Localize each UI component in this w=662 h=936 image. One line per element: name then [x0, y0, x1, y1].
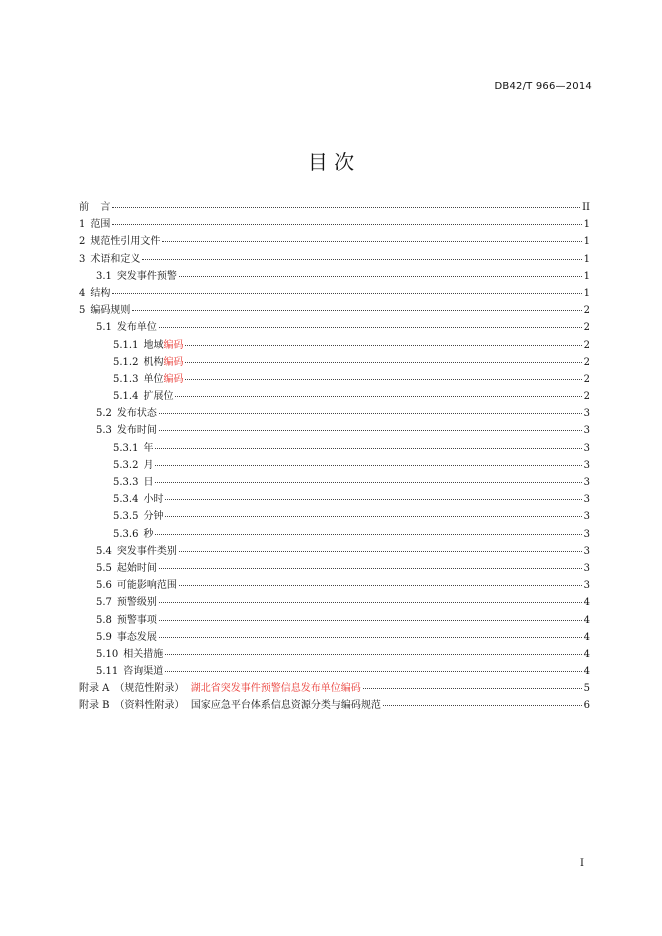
toc-entry-number: 前 — [79, 202, 89, 213]
toc-page-number: 1 — [583, 287, 590, 299]
toc-entry-number: 4 — [79, 287, 86, 299]
toc-entry-title: 相关措施 — [123, 648, 164, 660]
toc-entry[interactable] — [79, 319, 590, 336]
toc-entry-number: 5.3.5 — [113, 511, 139, 523]
toc-entry[interactable] — [79, 629, 590, 646]
toc-entry-title: 单位 — [143, 373, 164, 385]
toc-entry-title: 分钟 — [143, 511, 164, 523]
toc-entry[interactable] — [79, 680, 590, 697]
toc-entry[interactable] — [79, 508, 590, 525]
toc-entry[interactable] — [79, 646, 590, 663]
toc-entry-title: 秒 — [143, 528, 154, 540]
toc-entry[interactable] — [79, 422, 590, 439]
toc-entry-title: 发布状态 — [116, 408, 157, 420]
toc-entry-number: 5.11 — [96, 666, 119, 678]
toc-leader-dots — [185, 379, 581, 380]
toc-page-number: 1 — [583, 270, 590, 282]
toc-entry-number: 5.6 — [96, 580, 112, 592]
toc-entry-title: 事态发展 — [116, 631, 157, 643]
toc-page-number: 2 — [583, 356, 590, 368]
toc-leader-dots — [112, 207, 580, 208]
toc-page-number: 2 — [583, 391, 590, 403]
toc-entry-number: 5.4 — [96, 545, 112, 557]
toc-entry-number: 5.3.3 — [113, 477, 139, 488]
toc-entry-number: 5.2 — [96, 408, 112, 420]
toc-page-number: 5 — [583, 683, 590, 695]
toc-entry-number: 5.1.2 — [113, 356, 139, 368]
toc-entry-number: 5.1.1 — [113, 339, 139, 351]
toc-entry[interactable] — [79, 216, 590, 233]
toc-entry-title: 突发事件预警 — [116, 270, 177, 282]
toc-entry[interactable] — [79, 560, 590, 577]
toc-entry-title: 发布时间 — [116, 425, 157, 437]
toc-page-number: 3 — [583, 494, 590, 506]
toc-entry-title: 机构 — [143, 356, 164, 368]
toc-entry-title: 预警事项 — [116, 614, 157, 626]
toc-leader-dots — [132, 310, 581, 311]
toc-entry-number: 5.5 — [96, 562, 112, 574]
toc-entry[interactable] — [79, 199, 590, 216]
toc-leader-dots — [155, 465, 581, 466]
toc-entry-title: 术语和定义 — [90, 253, 141, 265]
toc-entry-title: 小时 — [143, 494, 164, 506]
toc-leader-dots — [179, 276, 582, 277]
toc-leader-dots — [159, 327, 582, 328]
toc-entry-number: 3.1 — [96, 270, 112, 282]
toc-entry-title: 日 — [143, 477, 154, 488]
toc-page-number: 3 — [583, 545, 590, 557]
toc-entry-title: 月 — [143, 459, 154, 471]
toc-entry-title: 咨询渠道 — [123, 666, 164, 678]
page-number-footer: I — [580, 858, 584, 869]
toc-entry[interactable] — [79, 337, 590, 354]
toc-page-number: 2 — [583, 322, 590, 334]
toc-leader-dots — [162, 241, 581, 242]
toc-entry-number: 附录 A — [79, 683, 110, 695]
toc-leader-dots — [155, 534, 581, 535]
toc-entry-number: 5.3.1 — [113, 442, 139, 454]
toc-entry[interactable] — [79, 302, 590, 319]
toc-entry-title: （规范性附录） — [114, 683, 191, 695]
toc-entry-number: 5.3 — [96, 425, 112, 437]
toc-entry-number: 5.8 — [96, 614, 112, 626]
toc-entry-number: 5.1 — [96, 322, 112, 334]
toc-page-number: 4 — [583, 631, 590, 643]
toc-leader-dots — [155, 448, 581, 449]
toc-entry-number: 5.1.3 — [113, 373, 139, 385]
toc-leader-dots — [165, 499, 581, 500]
document-id: DB42/T 966—2014 — [494, 81, 592, 92]
toc-leader-dots — [179, 551, 582, 552]
toc-page-number: 6 — [583, 700, 590, 712]
toc-leader-dots — [185, 362, 581, 363]
toc-entry[interactable] — [79, 440, 590, 457]
toc-entry-highlight: 湖北省突发事件预警信息发布单位编码 — [190, 683, 361, 695]
toc-entry[interactable] — [79, 354, 590, 371]
toc-page-number: 3 — [583, 442, 590, 454]
toc-entry-title: 突发事件类别 — [116, 545, 177, 557]
toc-entry-number: 5.9 — [96, 631, 112, 643]
toc-entry[interactable] — [79, 233, 590, 250]
toc-leader-dots — [165, 654, 581, 655]
toc-entry-number: 5.10 — [96, 648, 119, 660]
toc-page-number: 2 — [583, 373, 590, 385]
toc-entry[interactable] — [79, 251, 590, 268]
toc-entry[interactable] — [79, 388, 590, 405]
toc-entry-number: 3 — [79, 253, 86, 265]
toc-leader-dots — [142, 259, 581, 260]
toc-entry[interactable] — [79, 697, 590, 714]
toc-entry[interactable] — [79, 405, 590, 422]
toc-entry-title: 预警级别 — [116, 597, 157, 609]
toc-leader-dots — [363, 688, 582, 689]
toc-entry[interactable] — [79, 268, 590, 285]
toc-page-number: 1 — [583, 219, 590, 231]
toc-entry-title: 言 — [94, 202, 111, 213]
toc-leader-dots — [112, 293, 581, 294]
toc-leader-dots — [159, 413, 582, 414]
toc-entry[interactable] — [79, 594, 590, 611]
toc-entry-number: 2 — [79, 236, 86, 248]
toc-page-number: 3 — [583, 511, 590, 523]
toc-entry[interactable] — [79, 457, 590, 474]
toc-page-number: 2 — [583, 305, 590, 317]
toc-entry-title: 地域 — [143, 339, 164, 351]
toc-entry-highlight: 编码 — [163, 373, 184, 385]
page-title: 目 次 — [307, 150, 355, 174]
toc-entry-title: （资料性附录） 国家应急平台体系信息资源分类与编码规范 — [114, 700, 381, 712]
toc-page-number: 3 — [583, 562, 590, 574]
toc-entry-number: 5 — [79, 305, 86, 317]
toc-page-number: II — [582, 202, 590, 213]
toc-page-number: 3 — [583, 580, 590, 592]
toc-entry-title: 规范性引用文件 — [90, 236, 161, 248]
table-of-contents — [79, 199, 590, 715]
toc-leader-dots — [159, 620, 582, 621]
toc-entry[interactable] — [79, 491, 590, 508]
toc-entry-title: 范围 — [90, 219, 111, 231]
toc-entry-number: 5.7 — [96, 597, 112, 609]
toc-page-number: 2 — [583, 339, 590, 351]
toc-leader-dots — [159, 637, 582, 638]
toc-leader-dots — [112, 224, 581, 225]
toc-page-number: 1 — [583, 236, 590, 248]
toc-entry-number: 5.3.6 — [113, 528, 139, 540]
toc-entry-title: 起始时间 — [116, 562, 157, 574]
toc-entry-title: 发布单位 — [116, 322, 157, 334]
toc-leader-dots — [155, 482, 581, 483]
toc-page-number: 4 — [583, 666, 590, 678]
toc-entry[interactable] — [79, 285, 590, 302]
toc-entry-number: 5.1.4 — [113, 391, 139, 403]
toc-leader-dots — [165, 516, 581, 517]
toc-page-number: 3 — [583, 528, 590, 540]
toc-page-number: 4 — [583, 614, 590, 626]
toc-entry[interactable] — [79, 543, 590, 560]
toc-entry-title: 年 — [143, 442, 154, 454]
toc-page-number: 4 — [583, 648, 590, 660]
toc-entry[interactable] — [79, 577, 590, 594]
toc-leader-dots — [159, 568, 582, 569]
toc-entry[interactable] — [79, 526, 590, 543]
toc-entry-number: 5.3.2 — [113, 459, 139, 471]
toc-entry-title: 编码规则 — [90, 305, 131, 317]
toc-leader-dots — [185, 345, 581, 346]
toc-page-number: 1 — [583, 253, 590, 265]
toc-entry-title: 结构 — [90, 287, 111, 299]
toc-leader-dots — [165, 671, 581, 672]
toc-entry-number: 附录 B — [79, 700, 110, 712]
toc-leader-dots — [159, 430, 582, 431]
toc-entry-number: 1 — [79, 219, 86, 231]
toc-entry-highlight: 编码 — [163, 356, 184, 368]
toc-page-number: 3 — [583, 408, 590, 420]
toc-leader-dots — [179, 585, 582, 586]
toc-page-number: 3 — [583, 477, 590, 488]
toc-entry-highlight: 编码 — [163, 339, 184, 351]
toc-page-number: 3 — [583, 459, 590, 471]
toc-entry-number: 5.3.4 — [113, 494, 139, 506]
toc-entry-title: 扩展位 — [143, 391, 174, 403]
toc-entry[interactable] — [79, 612, 590, 629]
toc-page-number: 4 — [583, 597, 590, 609]
toc-leader-dots — [383, 705, 582, 706]
toc-entry[interactable] — [79, 663, 590, 680]
toc-page-number: 3 — [583, 425, 590, 437]
toc-leader-dots — [159, 602, 582, 603]
toc-leader-dots — [175, 396, 581, 397]
toc-entry[interactable] — [79, 474, 590, 491]
toc-entry-title: 可能影响范围 — [116, 580, 177, 592]
toc-entry[interactable] — [79, 371, 590, 388]
